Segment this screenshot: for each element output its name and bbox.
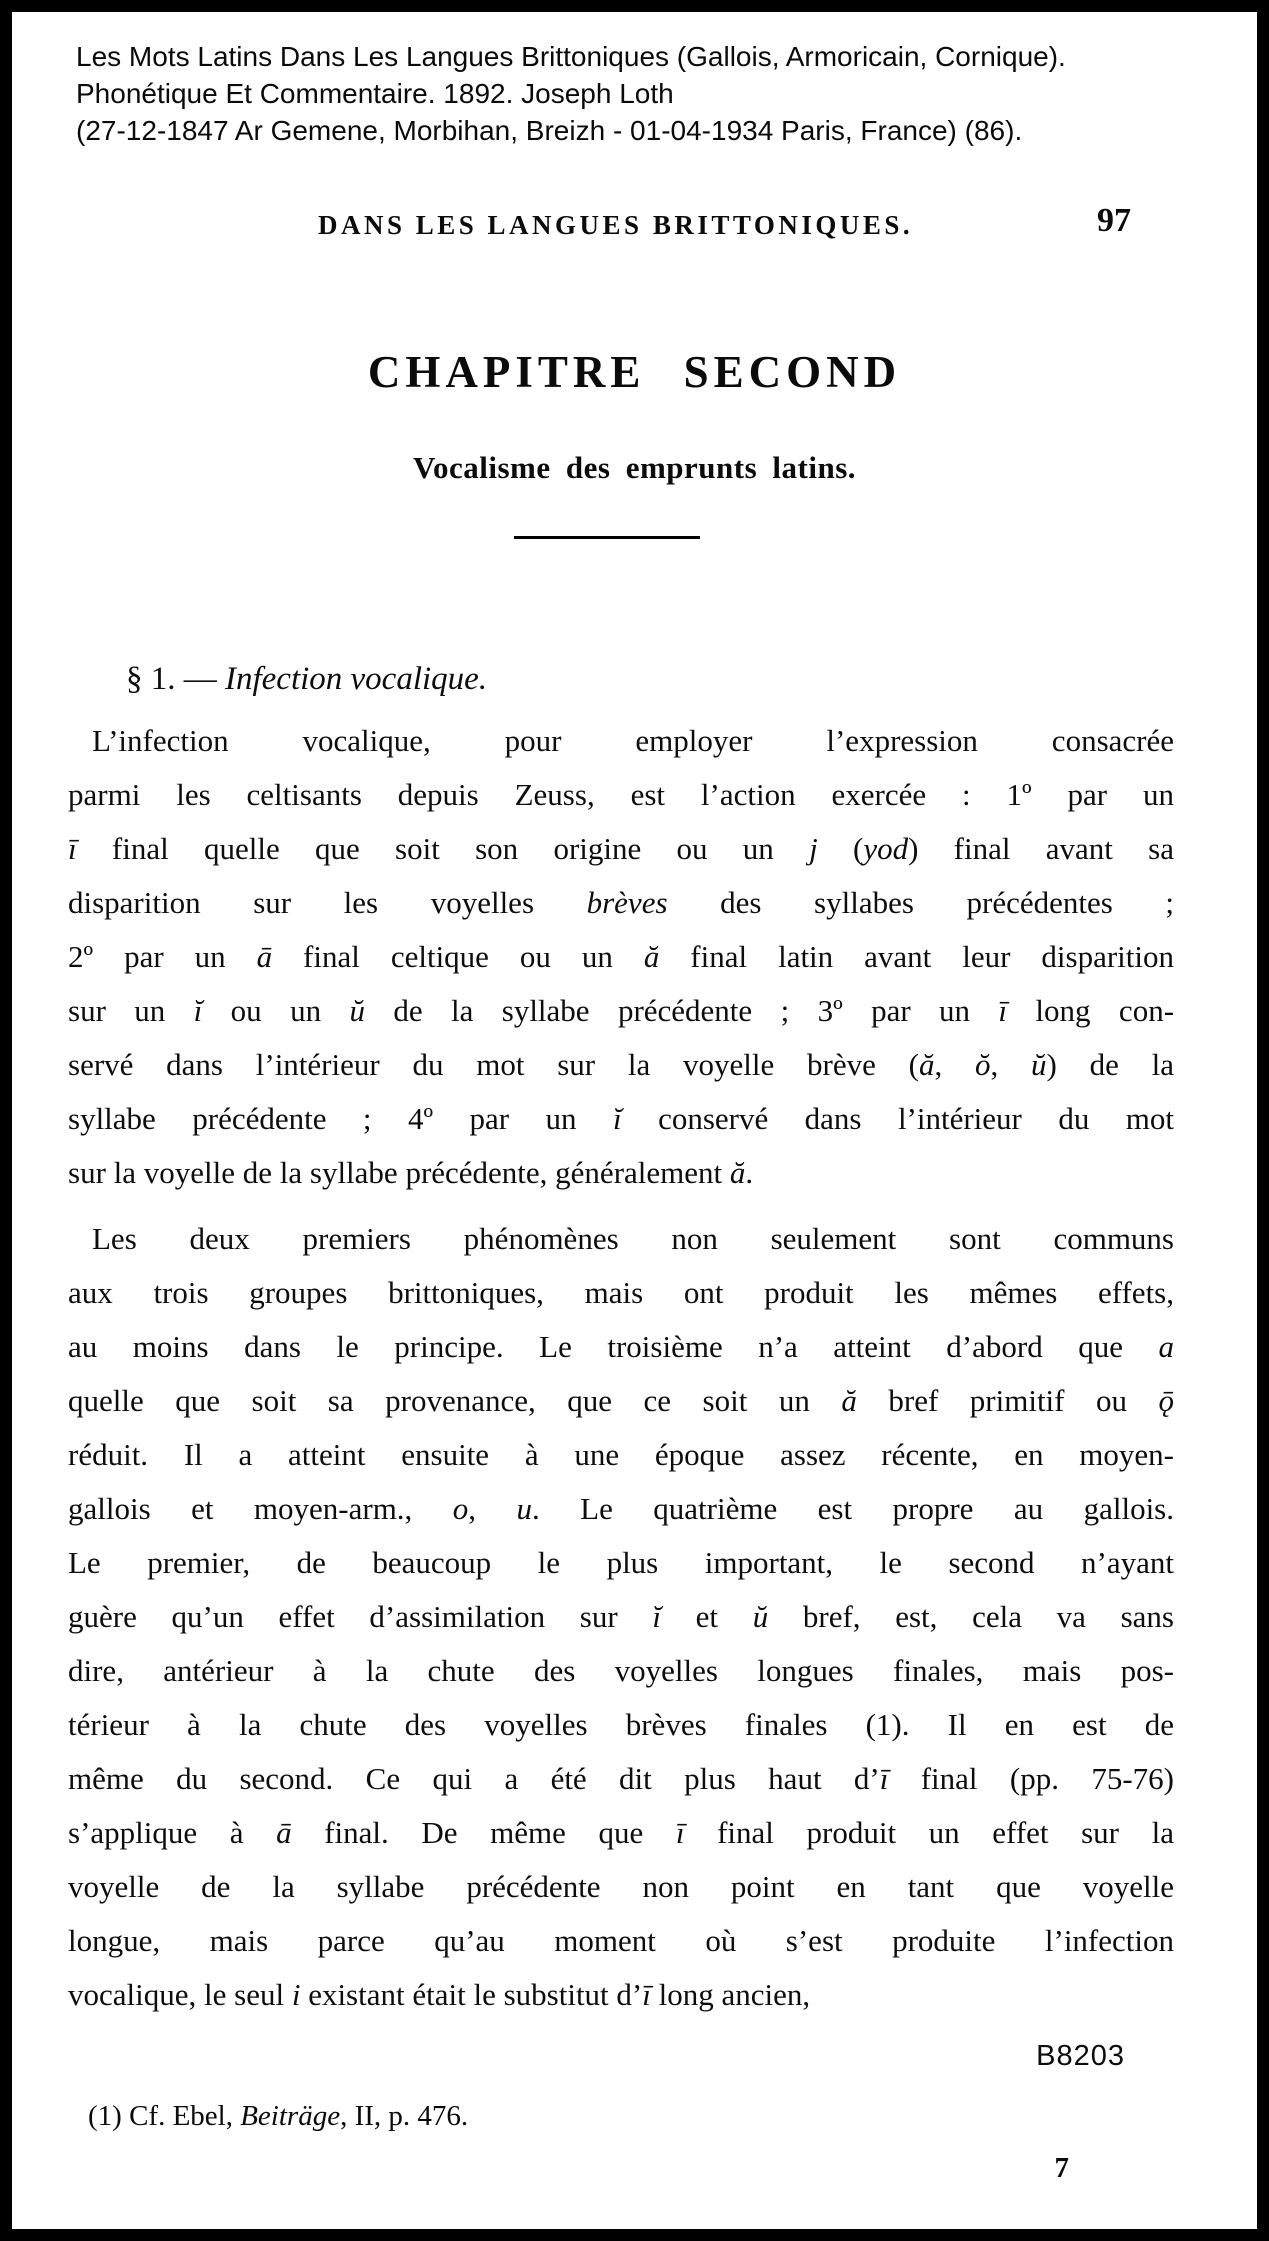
metadata-header — [76, 38, 1216, 149]
text-line: longue, mais parce qu’au moment où s’est produite l’infection — [68, 1923, 1174, 1958]
body-text-column — [68, 652, 1174, 2022]
catalog-code: B8203 — [1036, 2040, 1125, 2072]
text-line: Les Mots Latins Dans Les Langues Brittoniques (Gallois, Armoricain, Cornique). — [76, 41, 1066, 72]
body-paragraph-1 — [68, 714, 1174, 1200]
text-line: Le premier, de beaucoup le plus important, le second n’ayant — [68, 1545, 1174, 1580]
text-line: guère qu’un effet d’assimilation sur ĭ et ŭ bref, est, cela va sans — [68, 1599, 1174, 1634]
text-line: au moins dans le principe. Le troisième n’a atteint d’abord que a — [68, 1329, 1174, 1364]
text-line: ī final quelle que soit son origine ou un j (yod) final avant sa — [68, 831, 1174, 866]
text-line: disparition sur les voyelles brèves des syllabes précédentes ; — [68, 885, 1174, 920]
text-line: 2º par un ā final celtique ou un ă final latin avant leur disparition — [68, 939, 1174, 974]
text-line: vocalique, le seul i existant était le substitut d’ī long ancien, — [68, 1977, 811, 2012]
text-line: voyelle de la syllabe précédente non point en tant que voyelle — [68, 1869, 1174, 1904]
chapter-subheading: Vocalisme des emprunts latins. — [412, 450, 857, 485]
running-header-title: DANS LES LANGUES BRITTONIQUES. — [318, 210, 914, 240]
text-line: quelle que soit sa provenance, que ce soit un ă bref primitif ou ǭ — [68, 1383, 1174, 1418]
text-line: même du second. Ce qui a été dit plus haut d’ī final (pp. 75-76) — [68, 1761, 1174, 1796]
footnote: (1) Cf. Ebel, Beiträge, II, p. 476. — [88, 2100, 469, 2132]
footer-page-number: 7 — [1054, 2152, 1069, 2184]
text-line: parmi les celtisants depuis Zeuss, est l’action exercée : 1º par un — [68, 777, 1174, 812]
text-line: réduit. Il a atteint ensuite à une époque assez récente, en moyen- — [68, 1437, 1174, 1472]
section-heading: § 1. — Infection vocalique. — [126, 661, 488, 697]
running-header-page-number: 97 — [1097, 202, 1131, 239]
text-line: (27-12-1847 Ar Gemene, Morbihan, Breizh - 01-04-1934 Paris, France) (86). — [76, 115, 1023, 146]
text-line: syllabe précédente ; 4º par un ĭ conservé dans l’intérieur du mot — [68, 1101, 1174, 1136]
body-paragraph-2 — [68, 1212, 1174, 2022]
text-line: térieur à la chute des voyelles brèves finales (1). Il en est de — [68, 1707, 1174, 1742]
text-line: Les deux premiers phénomènes non seulement sont communs — [92, 1221, 1174, 1256]
text-line: L’infection vocalique, pour employer l’expression consacrée — [92, 723, 1174, 758]
text-line: sur la voyelle de la syllabe précédente, généralement ă. — [68, 1155, 754, 1190]
chapter-heading: CHAPITRE SECOND — [367, 347, 902, 397]
section-divider-rule — [514, 536, 700, 539]
text-line: aux trois groupes brittoniques, mais ont produit les mêmes effets, — [68, 1275, 1174, 1310]
text-line: sur un ĭ ou un ŭ de la syllabe précédente ; 3º par un ī long con- — [68, 993, 1175, 1028]
text-line: gallois et moyen-arm., o, u. Le quatrième est propre au gallois. — [68, 1491, 1174, 1526]
text-line: s’applique à ā final. De même que ī final produit un effet sur la — [68, 1815, 1174, 1850]
text-line: dire, antérieur à la chute des voyelles longues finales, mais pos- — [68, 1653, 1174, 1688]
text-line: Phonétique Et Commentaire. 1892. Joseph Loth — [76, 78, 674, 109]
text-line: servé dans l’intérieur du mot sur la voyelle brève (ă, ŏ, ŭ) de la — [68, 1047, 1175, 1082]
